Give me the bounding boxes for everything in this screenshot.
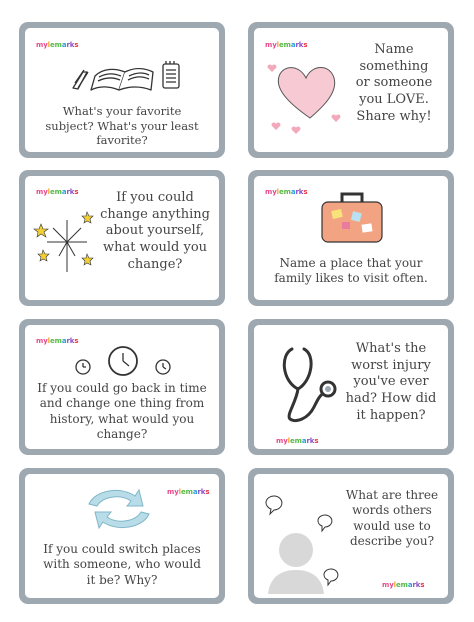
brand-logo-part: rk xyxy=(197,488,206,496)
brand-logo-part: l xyxy=(276,188,279,196)
card-question: What are three words others would use to describe you? xyxy=(345,488,439,549)
person-silhouette-icon xyxy=(262,494,346,596)
brand-logo-part: a xyxy=(61,188,67,196)
brand-logo-part: rk xyxy=(66,188,75,196)
card-face xyxy=(254,325,448,449)
brand-logo-part: em xyxy=(180,488,193,496)
brand-logo-part: l xyxy=(178,488,181,496)
brand-logo-part: rk xyxy=(66,337,75,345)
books-icon xyxy=(69,50,189,94)
card-face xyxy=(25,28,219,152)
brand-logo-part: a xyxy=(61,337,67,345)
brand-logo-part: a xyxy=(290,188,296,196)
question-card xyxy=(248,319,454,455)
brand-logo-part: rk xyxy=(412,581,421,589)
card-face xyxy=(254,28,448,152)
brand-logo-part: l xyxy=(276,41,279,49)
card-question: If you could go back in time and change one thing from history, what would you change? xyxy=(37,381,207,442)
brand-logo-part: rk xyxy=(295,188,304,196)
brand-logo-part: s xyxy=(303,188,308,196)
brand-logo-part: em xyxy=(49,188,62,196)
brand-logo-part: s xyxy=(74,337,79,345)
brand-logo-part: my xyxy=(265,41,277,49)
brand-logo xyxy=(36,188,78,196)
card-question: If you could switch places with someone, who would it be? Why? xyxy=(43,542,201,587)
brand-logo-part: s xyxy=(74,41,79,49)
heart-icon xyxy=(260,56,344,138)
brand-logo-part: s xyxy=(74,188,79,196)
brand-logo-part: em xyxy=(278,41,291,49)
card-question: Name something or someone you LOVE. Share why! xyxy=(355,42,433,124)
brand-logo-part: s xyxy=(314,437,319,445)
brand-logo xyxy=(167,488,209,496)
question-card xyxy=(19,319,225,455)
brand-logo xyxy=(36,41,78,49)
stethoscope-icon xyxy=(272,341,340,425)
brand-logo-part: my xyxy=(265,188,277,196)
card-question: If you could change anything about yourself, what would you change? xyxy=(100,190,210,272)
swap-arrows-icon xyxy=(81,484,157,534)
question-card xyxy=(248,468,454,604)
brand-logo-part: my xyxy=(167,488,179,496)
brand-logo xyxy=(265,188,307,196)
brand-logo-part: a xyxy=(61,41,67,49)
brand-logo-part: my xyxy=(36,188,48,196)
brand-logo-part: rk xyxy=(66,41,75,49)
brand-logo-part: my xyxy=(382,581,394,589)
question-card xyxy=(19,170,225,306)
question-card xyxy=(248,170,454,306)
brand-logo-part: em xyxy=(49,41,62,49)
card-face xyxy=(254,176,448,300)
brand-logo-part: em xyxy=(395,581,408,589)
brand-logo-part: l xyxy=(47,41,50,49)
brand-logo-part: rk xyxy=(306,437,315,445)
card-question: Name a place that your family likes to visit often. xyxy=(274,256,428,286)
brand-logo xyxy=(382,581,424,589)
brand-logo-part: my xyxy=(276,437,288,445)
card-face xyxy=(25,474,219,598)
brand-logo-part: s xyxy=(205,488,210,496)
card-face xyxy=(25,176,219,300)
brand-logo-part: a xyxy=(290,41,296,49)
question-card xyxy=(248,22,454,158)
brand-logo-part: em xyxy=(289,437,302,445)
brand-logo-part: l xyxy=(47,337,50,345)
question-card xyxy=(19,468,225,604)
brand-logo-part: a xyxy=(192,488,198,496)
card-question: What's your favorite subject? What's your least favorite? xyxy=(45,104,199,148)
brand-logo-part: s xyxy=(420,581,425,589)
brand-logo-part: a xyxy=(407,581,413,589)
question-card xyxy=(19,22,225,158)
card-face xyxy=(254,474,448,598)
brand-logo-part: s xyxy=(303,41,308,49)
brand-logo-part: l xyxy=(47,188,50,196)
brand-logo xyxy=(265,41,307,49)
brand-logo-part: l xyxy=(287,437,290,445)
brand-logo-part: rk xyxy=(295,41,304,49)
fireworks-icon xyxy=(33,206,99,276)
brand-logo-part: my xyxy=(36,337,48,345)
suitcase-icon xyxy=(318,188,386,246)
brand-logo-part: my xyxy=(36,41,48,49)
brand-logo-part: l xyxy=(393,581,396,589)
card-face xyxy=(25,325,219,449)
brand-logo-part: em xyxy=(278,188,291,196)
brand-logo-part: em xyxy=(49,337,62,345)
brand-logo-part: a xyxy=(301,437,307,445)
card-question: What's the worst injury you've ever had? How did it happen? xyxy=(345,341,437,423)
brand-logo xyxy=(276,437,318,445)
clocks-icon xyxy=(65,339,185,383)
